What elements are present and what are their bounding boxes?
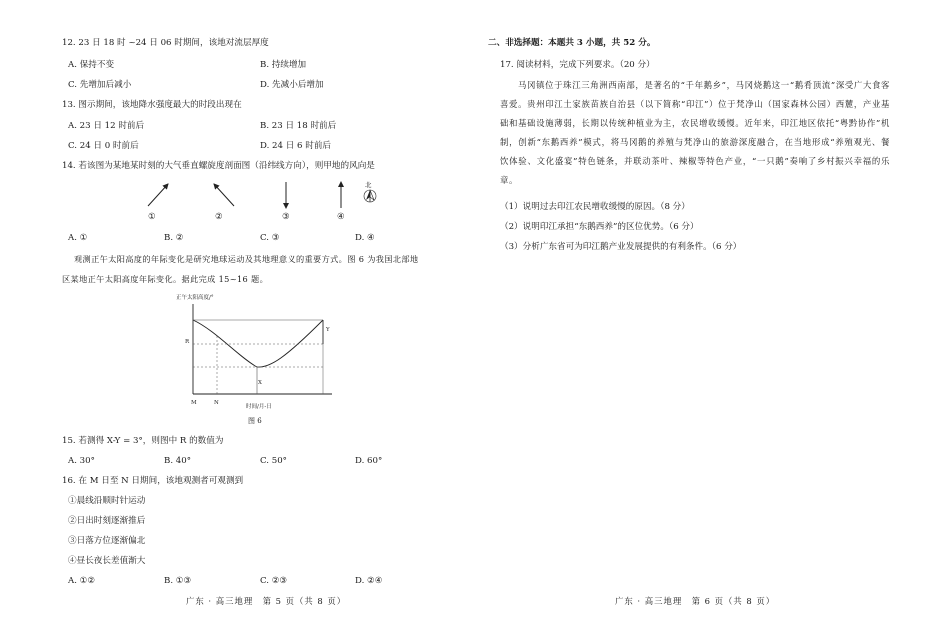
q15-option-a: A. 30°	[68, 456, 95, 466]
q16-item-2: ②日出时刻逐渐推后	[68, 516, 146, 526]
q16-option-a: A. ①②	[68, 576, 96, 586]
arrow-1-icon	[148, 184, 168, 206]
figure-label-n: N	[214, 400, 219, 406]
q16-stem: 16. 在 M 日至 N 日期间，该地观测者可观测到	[62, 476, 244, 486]
figure-label-y: Y	[326, 327, 330, 333]
north-label: 北	[365, 181, 372, 189]
q13-option-a: A. 23 日 12 时前后	[68, 121, 145, 131]
q12-option-c: C. 先增加后减小	[68, 80, 132, 90]
q14-option-a: A. ①	[68, 233, 88, 243]
q15-option-b: B. 40°	[164, 456, 192, 466]
q17-sub-2: （2）说明印江承担“东鹅西养”的区位优势。（6 分）	[500, 222, 699, 232]
q17-sub-3: （3）分析广东省可为印江鹅产业发展提供的有利条件。（6 分）	[500, 242, 742, 252]
q15-stem: 15. 若测得 X-Y = 3°，则图中 R 的数值为	[62, 436, 224, 446]
q15-option-c: C. 50°	[260, 456, 287, 466]
q14-option-b: B. ②	[164, 233, 184, 243]
q14-stem: 14. 若该图为某地某时刻的大气垂直螺旋度剖面图（沿纬线方向），则甲地的风向是	[62, 161, 375, 171]
wind-arrows-figure	[130, 176, 390, 228]
q12-option-d: D. 先减小后增加	[260, 80, 324, 90]
q16-option-c: C. ②③	[260, 576, 288, 586]
arrow-label-1: ①	[148, 212, 156, 222]
figure-caption: 图 6	[248, 417, 262, 425]
q15-option-d: D. 60°	[355, 456, 383, 466]
figure-ylabel: 正午太阳高度/°	[176, 295, 214, 301]
q16-option-d: D. ②④	[355, 576, 383, 586]
left-page-footer: 广东 · 高三地理 第 5 页（共 8 页）	[186, 596, 347, 606]
intro-line-2: 区某地正午太阳高度年际变化。据此完成 15~16 题。	[62, 274, 269, 284]
q16-item-4: ④昼长夜长差值渐大	[68, 556, 146, 566]
q13-option-d: D. 24 日 6 时前后	[260, 141, 332, 151]
q13-option-c: C. 24 日 0 时前后	[68, 141, 139, 151]
figure-label-m: M	[191, 400, 197, 406]
figure-label-x: X	[258, 380, 262, 386]
figure-6-chart	[170, 296, 350, 416]
q12-option-b: B. 持续增加	[260, 60, 307, 70]
q17-material: 马冈镇位于珠江三角洲西南部，是著名的“千年鹅乡”，马冈烧鹅这一“鹅肴顶流”深受广大食客喜爱。贵州印江土家族苗族自治县（以下简称“印江”）位于梵净山（国家森林公园）西麓，产业基础和基础设施薄弱，长期以传统种植业为主，农民增收缓慢。近年来，印江地区依托“粤黔协作”机制，创新“东鹅西养”模式，将马冈鹅的养殖与梵净山的旅游深度融合，在当地形成“养殖观光、餐饮体验、文化盛宴”特色链条，并联动茶叶、辣椒等特色产业，“一只鹅”奏响了乡村振兴幸福的乐章。	[500, 80, 890, 185]
q14-option-d: D. ④	[355, 233, 375, 243]
q13-stem: 13. 图示期间，该地降水强度最大的时段出现在	[62, 100, 242, 110]
q16-option-b: B. ①③	[164, 576, 192, 586]
q13-option-b: B. 23 日 18 时前后	[260, 121, 337, 131]
solar-altitude-curve	[193, 320, 323, 367]
q17-sub-1: （1）说明过去印江农民增收缓慢的原因。（8 分）	[500, 202, 690, 212]
figure-label-r: R	[185, 339, 190, 345]
arrow-label-2: ②	[215, 212, 223, 222]
intro-line-1: 观测正午太阳高度的年际变化是研究地球运动及其地理意义的重要方式。图 6 为我国北部地	[74, 254, 419, 264]
q14-option-c: C. ③	[260, 233, 280, 243]
figure-xlabel: 时间/月-日	[246, 404, 272, 410]
q16-item-1: ①晨线沿顺时针运动	[68, 496, 146, 506]
q17-stem: 17. 阅读材料，完成下列要求。（20 分）	[500, 60, 655, 70]
arrow-label-3: ③	[282, 212, 290, 222]
arrow-label-4: ④	[337, 212, 345, 222]
north-compass-icon	[364, 190, 376, 202]
q16-item-3: ③日落方位逐渐偏北	[68, 536, 146, 546]
q12-option-a: A. 保持不变	[68, 60, 115, 70]
right-page-footer: 广东 · 高三地理 第 6 页（共 8 页）	[615, 596, 776, 606]
section-heading: 二、非选择题：本题共 3 小题，共 52 分。	[488, 38, 656, 48]
q12-stem: 12. 23 日 18 时 ~24 日 06 时期间，该地对流层厚度	[62, 38, 269, 48]
arrow-2-icon	[214, 184, 234, 206]
